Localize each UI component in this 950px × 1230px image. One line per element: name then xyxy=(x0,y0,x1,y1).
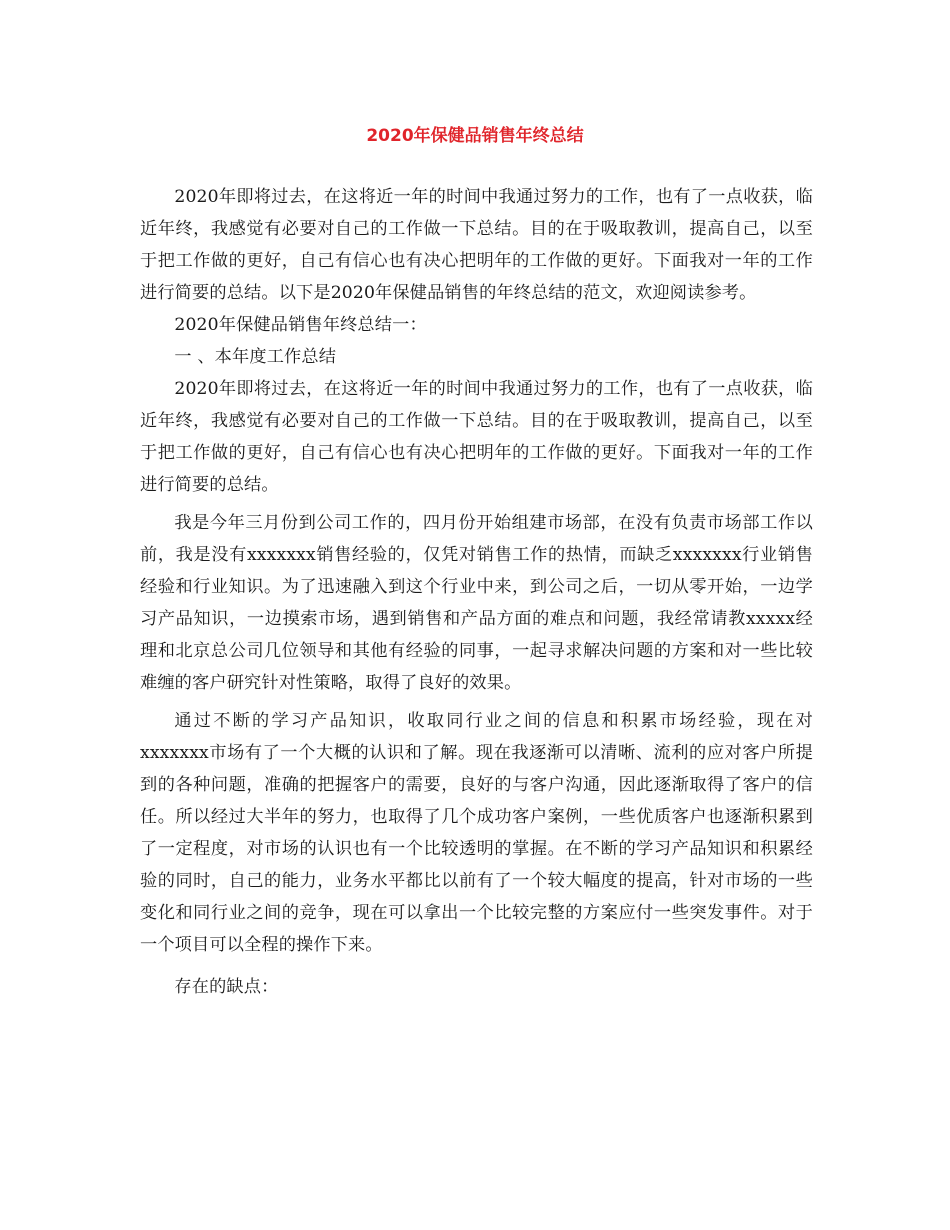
paragraph-subtitle: 2020年保健品销售年终总结一： xyxy=(174,315,427,335)
paragraph-experience: 我是今年三月份到公司工作的，四月份开始组建市场部，在没有负责市场部工作以前，我是没有xxxxxxx销售经验的，仅凭对销售工作的热情，而缺乏xxxxxxx行业销售经验和行业知识。为了迅速融入到这个行业中来，到公司之后，一切从零开始，一边学习产品知识，一边摸索市场，遇到销售和产品方面的难点和问题，我经常请教xxxxx经理和北京总公司几位领导和其他有经验的同事，一起寻求解决问题的方案和对一些比较难缠的客户研究针对性策略，取得了良好的效果。 xyxy=(140,513,813,693)
paragraph-progress: 通过不断的学习产品知识，收取同行业之间的信息和积累市场经验，现在对xxxxxxx市场有了一个大概的认识和了解。现在我逐渐可以清晰、流利的应对客户所提到的各种问题，准确的把握客户的需要，良好的与客户沟通，因此逐渐取得了客户的信任。所以经过大半年的努力，也取得了几个成功客户案例，一些优质客户也逐渐积累到了一定程度，对市场的认识也有一个比较透明的掌握。在不断的学习产品知识和积累经验的同时，自己的能力，业务水平都比以前有了一个较大幅度的提高，针对市场的一些变化和同行业之间的竞争，现在可以拿出一个比较完整的方案应付一些突发事件。对于一个项目可以全程的操作下来。 xyxy=(140,711,813,955)
paragraph-section-heading: 一 、本年度工作总结 xyxy=(174,347,337,367)
document-title: 2020年保健品销售年终总结 xyxy=(366,126,584,146)
paragraph-summary: 2020年即将过去，在这将近一年的时间中我通过努力的工作，也有了一点收获，临近年终，我感觉有必要对自己的工作做一下总结。目的在于吸取教训，提高自己，以至于把工作做的更好，自己有信心也有决心把明年的工作做的更好。下面我对一年的工作进行简要的总结。 xyxy=(140,379,813,495)
paragraph-shortcomings: 存在的缺点： xyxy=(174,977,279,997)
paragraph-intro: 2020年即将过去，在这将近一年的时间中我通过努力的工作，也有了一点收获，临近年终，我感觉有必要对自己的工作做一下总结。目的在于吸取教训，提高自己，以至于把工作做的更好，自己有信心也有决心把明年的工作做的更好。下面我对一年的工作进行简要的总结。以下是2020年保健品销售的年终总结的范文，欢迎阅读参考。 xyxy=(140,187,813,303)
document-body xyxy=(140,181,813,1003)
